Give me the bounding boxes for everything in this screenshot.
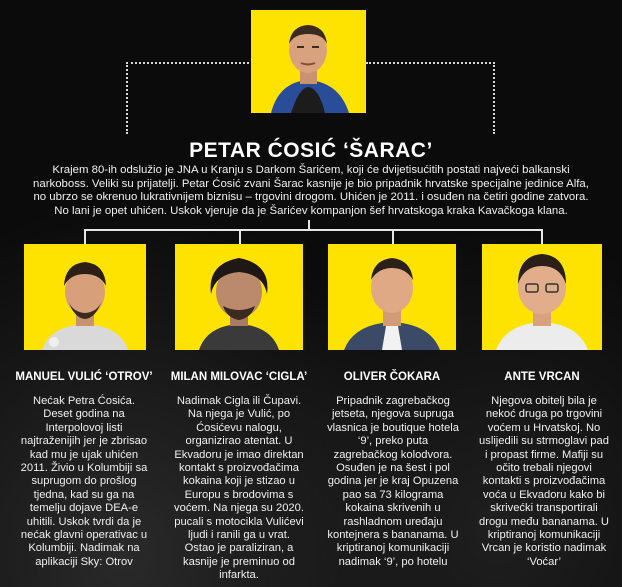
connector-1 [84, 229, 86, 244]
member-bio-2: Nadimak Cigla ili Čupavi. Na njega je Vulić, po Ćosićevu nalogu, organizirao atentat. U Ekvadoru je imao direktan kontakt s proizvođačima kokaina koji je stizao u Europu s brodovima s voćem. Na njega su 2020. pucali s motocikla Vulićevi ljudi i ranili ga u vrat. Ostao je paraliziran, a kasnije je preminuo od infarkta. [174, 395, 304, 582]
connector-dotted-left [126, 62, 253, 134]
main-bio: Krajem 80-ih odslužio je JNA u Kranju s Darkom Šarićem, koji će dvijetisućitih postati najveći balkanski narkoboss. Veliki su prijatelji. Petar Ćosić zvani Šarac kasnije je bio pripadnik hrvatske specijalne jedinice Alfa, no ubrzo se okrenuo lukrativnijem biznisu – trgovini drogom. Uhićen je 2011. i osuđen na četiri godine zatvora. No lani je opet uhićen. Uskok vjeruje da je Šarićev kompanjon šef hrvatskoga kraka Kavačkoga klana. [33, 164, 589, 217]
portrait-3 [328, 244, 456, 350]
member-name-1: MANUEL VULIĆ ‘OTROV’ [15, 371, 153, 383]
connector-4 [541, 229, 543, 244]
portrait-4 [482, 244, 602, 350]
member-bio-1: Nećak Petra Ćosića. Deset godina na Interpolovoj listi najtraženijih jer je zbrisao kad mu je ujak uhićen 2011. Živio u Kolumbiji sa suprugom do prošlog tjedna, kad su ga na temelju dojave DEA-e uhitili. Uskok tvrdi da je nećak glavni operativac u Kolumbiji. Nadimak na aplikaciji Sky: Otrov [20, 395, 148, 568]
member-bio-4: Njegova obitelj bila je nekoć druga po trgovini voćem u Hrvatskoj. No uslijedili su strmoglavi pad i propast firme. Mafiji su očito trebali njegovi kontakti s proizvođačima voća u Ekvadoru kako bi skrivećki transportirali drogu među bananama. U kriptiranoj komunikaciji Vrcan je koristio nadimak ‘Voćar’ [479, 395, 609, 568]
connector-dotted-right [366, 62, 495, 134]
connector-2 [239, 229, 241, 244]
member-name-4: ANTE VRCAN [504, 371, 580, 383]
main-name: PETAR ĆOSIĆ ‘ŠARAC’ [189, 139, 433, 162]
member-name-3: OLIVER ČOKARA [343, 371, 441, 383]
member-name-2: MILAN MILOVAC ‘CIGLA’ [170, 371, 308, 383]
portrait-1 [24, 244, 146, 350]
main-portrait [251, 10, 366, 113]
member-bio-3: Pripadnik zagrebačkog jetseta, njegova supruga vlasnica je boutique hotela ‘9’, preko puta zagrebačkog kolodvora. Osuđen je na šest i pol godina jer je kraj Opuzena pao sa 73 kilograma kokaina skrivenih u rashladnom uređaju kontejnera s bananama. U kriptiranoj komunikaciji nadimak ‘9’, po hotelu [327, 395, 459, 568]
connector-horizontal [84, 229, 542, 231]
connector-3 [392, 229, 394, 244]
portrait-2 [175, 244, 303, 350]
